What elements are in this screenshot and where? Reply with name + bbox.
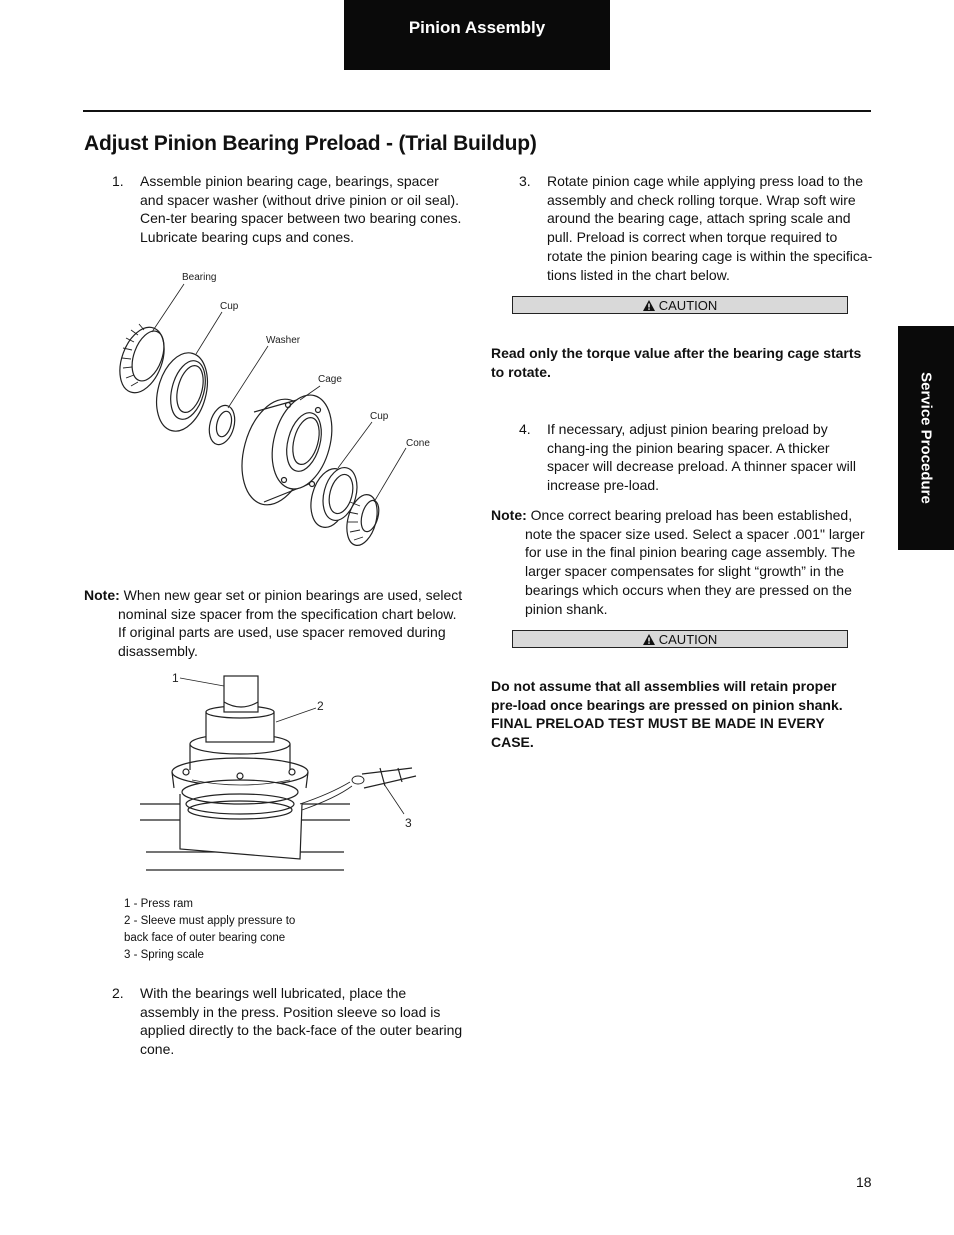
page-title: Adjust Pinion Bearing Preload - (Trial Buildup) — [84, 132, 537, 155]
side-tab — [898, 326, 954, 550]
note-text-rest: nominal size spacer from the specification chart below. If original parts are used, use spacer removed during disassembly. — [118, 605, 457, 660]
caution-text-2: Do not assume that all assemblies will retain proper pre-load once bearings are pressed on pinion shank. FINAL PRELOAD TEST MUST BE MADE IN EVERY CASE. — [491, 678, 843, 751]
step-2 — [112, 984, 464, 1058]
note-label: Note: — [84, 587, 120, 603]
step-3 — [519, 172, 873, 288]
legend-item: 1 - Press ram — [124, 898, 194, 910]
caution-text-1: Read only the torque value after the bearing cage starts to rotate. — [491, 345, 862, 380]
section-header-label: Pinion Assembly — [408, 18, 546, 37]
warning-icon — [643, 300, 655, 311]
note-label: Note: — [491, 507, 527, 523]
step-4 — [519, 420, 873, 500]
press-setup-figure — [140, 664, 440, 876]
step-text: If necessary, adjust pinion bearing preload by chang-ing the pinion bearing spacer. A thicker spacer will decrease preload. A thinner spacer will increase pre-load. — [547, 421, 856, 494]
legend-item: 3 - Spring scale — [124, 949, 204, 961]
label-cup-1: Cup — [220, 301, 239, 312]
note-text-first: When new gear set or pinion bearings are used, select — [123, 587, 463, 603]
note-1 — [84, 586, 464, 661]
note-text-rest: note the spacer size used. Select a spacer .001" larger for use in the final pinion bearing cage assembly. The larger spacer compensates for slight “growth” in the bearings which occurs when they are pressed on the pinion shank. — [525, 525, 865, 617]
label-cup-2: Cup — [370, 411, 389, 422]
step-text: Assemble pinion bearing cage, bearings, spacer and spacer washer (without drive pinion or oil seal). Cen-ter bearing spacer between two bearing cones. Lubricate bearing cups and cones. — [140, 173, 462, 246]
note-text-first: Once correct bearing preload has been established, — [530, 507, 853, 523]
step-number: 4. — [519, 421, 531, 437]
label-bearing: Bearing — [182, 272, 217, 283]
step-number: 1. — [112, 173, 124, 189]
legend-item: 2 - Sleeve must apply pressure to — [124, 915, 296, 927]
step-number: 3. — [519, 173, 531, 189]
caution-banner-1 — [512, 296, 848, 314]
side-tab-label: Service Procedure — [917, 372, 935, 504]
step-text: Rotate pinion cage while applying press load to the assembly and check rolling torque. Wrap soft wire around the bearing cage, attach spring scale and pull. Preload is correct when torque required to rotate the pinion bearing cage is within the specifica-tions listed in the chart below. — [547, 173, 873, 283]
callout-2: 2 — [317, 699, 324, 713]
step-number: 2. — [112, 985, 124, 1001]
warning-icon — [643, 634, 655, 645]
label-washer: Washer — [266, 335, 301, 346]
step-text: With the bearings well lubricated, place the assembly in the press. Position sleeve so load is applied directly to the back-face of the outer bearing cone. — [140, 985, 463, 1058]
caution-label: CAUTION — [658, 632, 718, 647]
caution-label: CAUTION — [658, 298, 718, 313]
header-rule — [83, 110, 871, 112]
step-1 — [112, 172, 464, 252]
callout-1: 1 — [172, 671, 179, 685]
callout-3: 3 — [405, 816, 412, 830]
figure-legend — [124, 896, 295, 964]
section-header-tab — [344, 0, 610, 70]
page-number: 18 — [856, 1174, 872, 1190]
legend-item: back face of outer bearing cone — [124, 932, 286, 944]
label-cone: Cone — [406, 438, 430, 449]
caution-banner-2 — [512, 630, 848, 648]
note-2 — [491, 506, 871, 618]
exploded-bearing-figure — [104, 262, 444, 562]
label-cage: Cage — [318, 374, 342, 385]
